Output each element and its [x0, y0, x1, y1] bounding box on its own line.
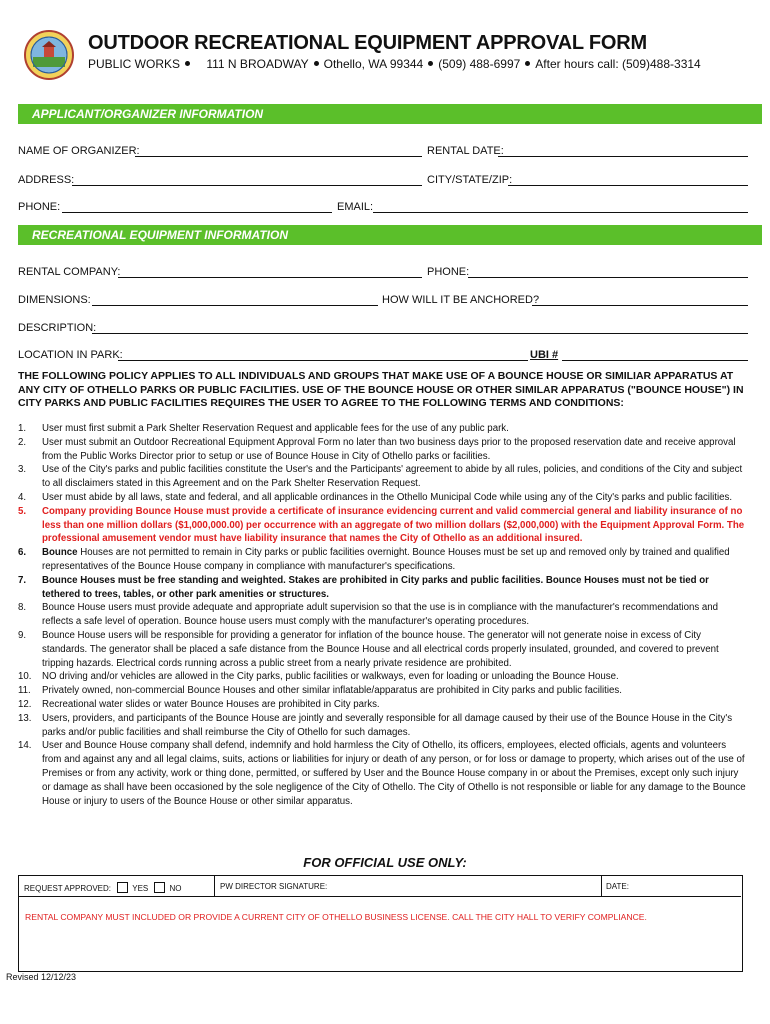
- term-number: 5.: [18, 505, 27, 517]
- label-ubi: UBI #: [530, 349, 559, 361]
- label-phone: PHONE:: [18, 201, 61, 213]
- term-text: User and Bounce House company shall defend, indemnify and hold harmless the City of Othello, its officers, employees, elected officials, agents and volunteers from and against any and all legal claims, suits, actions or liabilities for injury or death of any person, or for loss or damage to property, which arises out of the use of Premises or from any activity, work or thing done, permitted, or suffered by User and the Bounce House company in or about the Premises, except only such injury or damage as shall have been occasioned by the sole negligence of the City of Othello. The City of Othello is not responsible or liable for any damage to the Bounce House or injury to users of the Bounce House or other similar apparatus.: [42, 740, 746, 807]
- term-text: User must submit an Outdoor Recreational Equipment Approval Form no later than two business days prior to the proposed reservation date and receive approval from the Public Works Director prior to setup or use of Bounce House in City of Othello parks or facilities.: [42, 436, 736, 462]
- label-rental-date: RENTAL DATE:: [427, 145, 504, 157]
- label-email: EMAIL:: [337, 201, 374, 213]
- list-item: [18, 698, 746, 712]
- email-field[interactable]: [373, 212, 748, 213]
- city-address: Othello, WA 99344: [323, 57, 424, 71]
- signature-label: PW DIRECTOR SIGNATURE:: [220, 882, 328, 891]
- contact-line: [88, 57, 701, 71]
- term-number: 4.: [18, 491, 27, 503]
- term-number: 10.: [18, 671, 32, 683]
- term-text: Bounce Houses must be free standing and weighted. Stakes are prohibited in City parks and public facilities. Bounce Houses must not be tied or tethered to trees, tables, or other park amenities or structures.: [42, 574, 709, 600]
- term-text: User must abide by all laws, state and federal, and all applicable ordinances in the Othello Municipal Code while using any of the City's parks and public facilities.: [42, 491, 733, 503]
- revised-date: Revised 12/12/23: [6, 972, 77, 982]
- bullet-icon: [314, 61, 319, 66]
- request-approved-label: REQUEST APPROVED:: [24, 884, 111, 893]
- list-item: [18, 436, 746, 464]
- list-item: [18, 670, 746, 684]
- after-hours-phone: After hours call: (509)488-3314: [535, 57, 701, 71]
- list-item: [18, 546, 746, 574]
- list-item-insurance: [18, 505, 746, 546]
- list-item: [18, 712, 746, 740]
- list-item: [18, 601, 746, 629]
- list-item: [18, 629, 746, 670]
- ubi-field[interactable]: [562, 360, 748, 361]
- street-address: 111 N BROADWAY: [206, 57, 309, 71]
- term-text: Bounce House users must provide adequate and appropriate adult supervision so that the use is in compliance with the manufacturer's recommendations and reflects a safe level of operation. Bounce house users must comply with the manufacturer's operating procedures.: [42, 602, 719, 628]
- term-lead: Bounce: [42, 547, 78, 559]
- list-item: [18, 422, 746, 436]
- label-dimensions: DIMENSIONS:: [18, 294, 91, 306]
- label-organizer: NAME OF ORGANIZER:: [18, 145, 140, 157]
- term-number: 12.: [18, 698, 32, 710]
- location-field[interactable]: [118, 360, 528, 361]
- label-city-state-zip: CITY/STATE/ZIP:: [427, 174, 513, 186]
- no-label: NO: [169, 884, 182, 893]
- term-number: 3.: [18, 464, 27, 476]
- description-field[interactable]: [92, 333, 748, 334]
- term-text: Houses are not permitted to remain in City parks or public facilities overnight. Bounce Houses must be set up and removed only by trained and qualified representatives of the Bounce House company in compliance with manufacturer's specifications.: [42, 547, 730, 572]
- term-text: Bounce House users will be responsible for providing a generator for inflation of the bounce house. The generator will not generate noise in excess of City standards. The generator shall be placed a safe distance from the Bounce House and all electrical cords properly insulated, grounded, and covered to prevent tripping hazards. Electrical cords running across a public street from a nearly private residence are prohibited.: [42, 629, 719, 669]
- list-item: [18, 739, 746, 808]
- official-use-title: FOR OFFICIAL USE ONLY:: [303, 855, 467, 870]
- business-license-notice: RENTAL COMPANY MUST INCLUDED OR PROVIDE A CURRENT CITY OF OTHELLO BUSINESS LICENSE. CALL THE CITY HALL TO VERIFY COMPLIANCE.: [25, 912, 647, 922]
- city-seal-icon: [24, 30, 74, 80]
- phone-field[interactable]: [62, 212, 332, 213]
- term-text: NO driving and/or vehicles are allowed in the City parks, public facilities or walkways, even for loading or unloading the Bounce House.: [42, 671, 619, 683]
- yes-checkbox[interactable]: [117, 882, 128, 893]
- term-text: Use of the City's parks and public facilities constitute the User's and the Participants' agreement to abide by all rules, policies, and conditions of the City and subject to all disclaimers stated in this Agreement and on the Park Shelter Reservation Request.: [42, 464, 743, 490]
- list-item: [18, 463, 746, 491]
- anchored-field[interactable]: [532, 305, 748, 306]
- divider: [214, 875, 215, 896]
- list-item: [18, 684, 746, 698]
- bullet-icon: [525, 61, 530, 66]
- section-equipment: RECREATIONAL EQUIPMENT INFORMATION: [18, 225, 762, 245]
- city-state-zip-field[interactable]: [508, 185, 748, 186]
- label-company-phone: PHONE:: [427, 266, 470, 278]
- office-phone: (509) 488-6997: [438, 57, 521, 71]
- term-number: 1.: [18, 423, 27, 434]
- rental-date-field[interactable]: [498, 156, 748, 157]
- term-text: User must first submit a Park Shelter Reservation Request and applicable fees for the use of any public park.: [42, 423, 509, 434]
- bullet-icon: [185, 61, 190, 66]
- term-number: 2.: [18, 436, 27, 448]
- term-number: 9.: [18, 629, 27, 641]
- label-rental-company: RENTAL COMPANY:: [18, 266, 121, 278]
- form-title: OUTDOOR RECREATIONAL EQUIPMENT APPROVAL FORM: [88, 32, 647, 54]
- section-applicant: APPLICANT/ORGANIZER INFORMATION: [18, 104, 762, 124]
- term-number: 6.: [18, 547, 27, 559]
- bullet-icon: [428, 61, 433, 66]
- term-number: 8.: [18, 602, 27, 614]
- divider: [601, 875, 602, 896]
- term-number: 7.: [18, 574, 27, 586]
- label-description: DESCRIPTION:: [18, 322, 97, 334]
- term-number: 13.: [18, 712, 32, 724]
- date-label: DATE:: [606, 882, 629, 891]
- organizer-field[interactable]: [135, 156, 422, 157]
- no-checkbox[interactable]: [154, 882, 165, 893]
- department: PUBLIC WORKS: [88, 57, 181, 71]
- term-text: Recreational water slides or water Bounce Houses are prohibited in City parks.: [42, 698, 380, 710]
- term-text: Privately owned, non-commercial Bounce Houses and other similar inflatable/apparatus are prohibited in City parks and public facilities.: [42, 685, 622, 697]
- rental-company-field[interactable]: [118, 277, 422, 278]
- address-field[interactable]: [72, 185, 422, 186]
- label-location: LOCATION IN PARK:: [18, 349, 123, 361]
- request-approved-cell: [24, 882, 181, 893]
- yes-label: YES: [132, 884, 149, 893]
- dimensions-field[interactable]: [92, 305, 378, 306]
- terms-list: [18, 422, 746, 808]
- policy-statement: THE FOLLOWING POLICY APPLIES TO ALL INDIVIDUALS AND GROUPS THAT MAKE USE OF A BOUNCE HOUSE OR SIMILIAR APPARATUS AT ANY CITY OF OTHELLO PARKS OR PUBLIC FACILITIES. USE OF THE BOUNCE HOUSE OR OTHER SIMILAR APPARATUS ("BOUNCE HOUSE") IN CITY PARKS AND PUBLIC FACILITIES REQUIRES THE USER TO AGREE TO THE FOLLOWING TERMS AND CONDITIONS:: [18, 370, 744, 409]
- label-address: ADDRESS:: [18, 174, 75, 186]
- label-anchored: HOW WILL IT BE ANCHORED?: [382, 294, 540, 306]
- term-text: Company providing Bounce House must provide a certificate of insurance evidencing current and valid commercial general and liability insurance of no less than one million dollars ($1,000,000.00) per occurrence with an aggregate of two million dollars ($2,000,000) with the Equipment Approval Form. The professional amusement vendor must have liability insurance that names the City of Othello as an additional insured.: [42, 505, 745, 545]
- company-phone-field[interactable]: [468, 277, 748, 278]
- list-item: [18, 491, 746, 505]
- term-text: Users, providers, and participants of the Bounce House are jointly and severally responsible for all damage caused by their use of the Bounce House in the City's parks and/or public facilities and shall reimburse the City of Othello for such damages.: [42, 712, 733, 738]
- list-item: [18, 574, 746, 602]
- term-number: 14.: [18, 740, 32, 752]
- term-number: 11.: [18, 685, 31, 697]
